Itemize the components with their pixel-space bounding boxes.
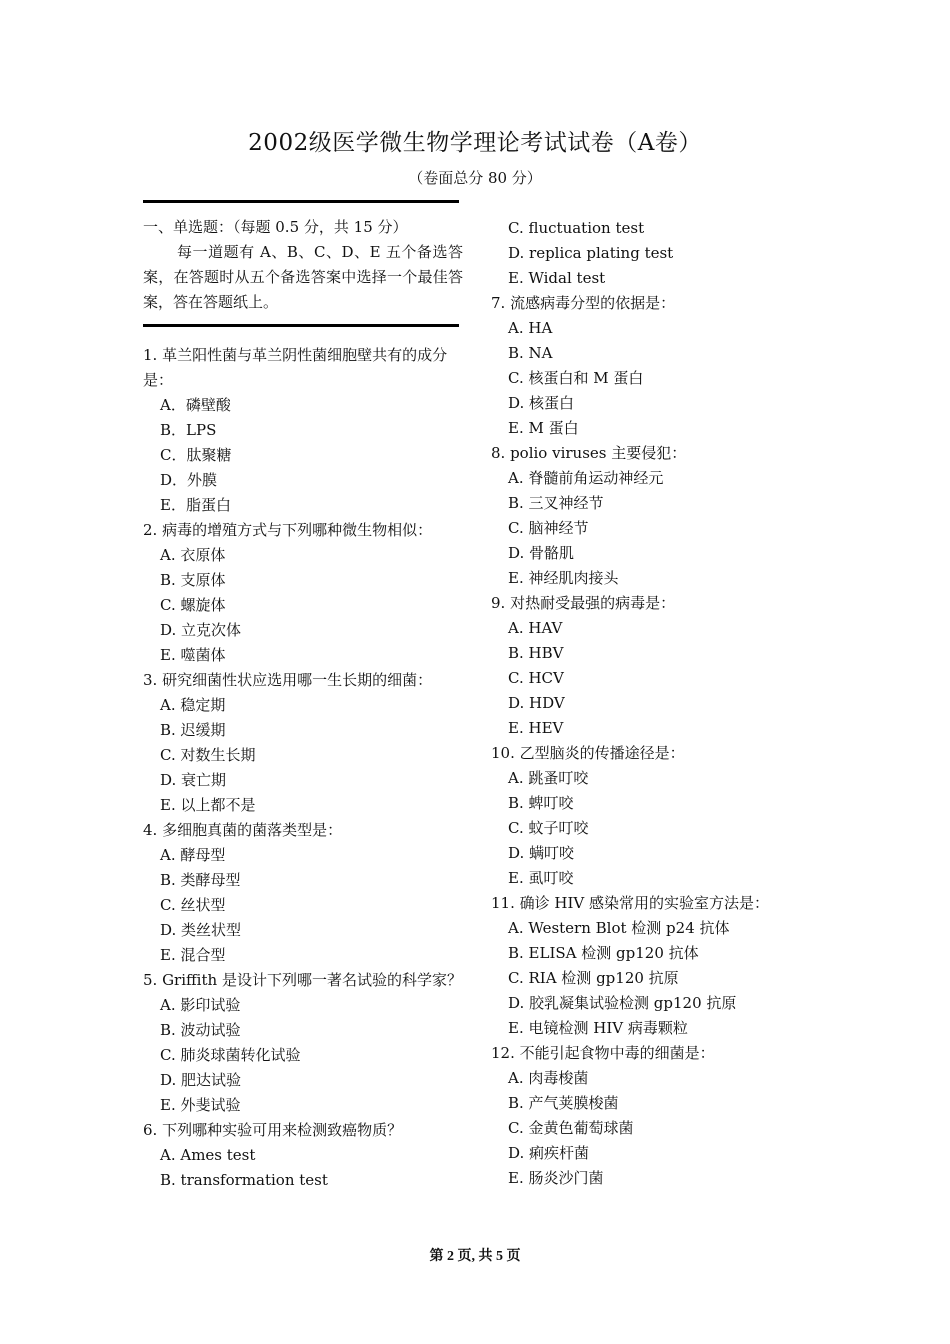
right-question-list xyxy=(491,291,821,1191)
question-item xyxy=(143,1118,463,1193)
answer-option: A. HA xyxy=(508,319,553,337)
answer-option: D. 核蛋白 xyxy=(508,394,575,412)
answer-option: B. 产气荚膜梭菌 xyxy=(508,1094,619,1112)
answer-option: B. NA xyxy=(508,344,553,362)
answer-option: D. replica plating test xyxy=(508,244,674,262)
instructions-divider xyxy=(143,324,459,327)
answer-option: D. 骨骼肌 xyxy=(508,544,575,562)
question-6-continuation xyxy=(491,216,821,291)
question-stem: 1. 革兰阳性菌与革兰阴性菌细胞壁共有的成分是： xyxy=(143,346,448,389)
answer-option: C. 核蛋白和 M 蛋白 xyxy=(508,369,644,387)
answer-option: E. 以上都不是 xyxy=(160,796,256,814)
answer-option: B. 三叉神经节 xyxy=(508,494,604,512)
answer-option: A. Ames test xyxy=(160,1146,256,1164)
answer-option: C. RIA 检测 gp120 抗原 xyxy=(508,969,679,987)
answer-option: D. 立克次体 xyxy=(160,621,242,639)
answer-option: B. 波动试验 xyxy=(160,1021,241,1039)
question-item xyxy=(143,668,463,818)
answer-option: C. 丝状型 xyxy=(160,896,226,914)
answer-option: C. fluctuation test xyxy=(508,219,645,237)
question-stem: 7. 流感病毒分型的依据是： xyxy=(491,294,676,312)
answer-option: B. ELISA 检测 gp120 抗体 xyxy=(508,944,699,962)
answer-option: B．LPS xyxy=(160,421,217,439)
answer-option: A. HAV xyxy=(508,619,563,637)
question-stem: 8. polio viruses 主要侵犯： xyxy=(491,444,687,462)
answer-option: E. 混合型 xyxy=(160,946,226,964)
question-stem: 4. 多细胞真菌的菌落类型是： xyxy=(143,821,343,839)
question-item xyxy=(143,818,463,968)
question-stem: 6. 下列哪种实验可用来检测致癌物质？ xyxy=(143,1121,403,1139)
exam-title: 2002级医学微生物学理论考试试卷（A卷） xyxy=(248,130,702,156)
answer-option: A. 酵母型 xyxy=(160,846,226,864)
answer-option: C. 金黄色葡萄球菌 xyxy=(508,1119,634,1137)
answer-option: C. 肺炎球菌转化试验 xyxy=(160,1046,301,1064)
question-item xyxy=(491,441,821,591)
answer-option: C. HCV xyxy=(508,669,564,687)
answer-option: A. 影印试验 xyxy=(160,996,241,1014)
question-stem: 9. 对热耐受最强的病毒是： xyxy=(491,594,676,612)
question-stem: 10. 乙型脑炎的传播途径是： xyxy=(491,744,685,762)
answer-option: E. Widal test xyxy=(508,269,606,287)
section-heading: 一、单选题：（每题 0.5 分，共 15 分） xyxy=(143,218,408,236)
answer-option: C. 螺旋体 xyxy=(160,596,226,614)
question-stem: 2. 病毒的增殖方式与下列哪种微生物相似： xyxy=(143,521,433,539)
answer-option: E．脂蛋白 xyxy=(160,496,231,514)
answer-option: A. Western Blot 检测 p24 抗体 xyxy=(508,919,730,937)
question-item xyxy=(143,518,463,668)
answer-option: C．肽聚糖 xyxy=(160,446,232,464)
answer-option: D. 衰亡期 xyxy=(160,771,227,789)
question-item xyxy=(143,968,463,1118)
answer-option: C. 蚊子叮咬 xyxy=(508,819,589,837)
answer-option: D. 肥达试验 xyxy=(160,1071,242,1089)
answer-option: A. 稳定期 xyxy=(160,696,226,714)
answer-option: B. 支原体 xyxy=(160,571,226,589)
answer-option: C. 对数生长期 xyxy=(160,746,256,764)
left-question-list xyxy=(143,343,463,1193)
answer-option: E. 噬菌体 xyxy=(160,646,226,664)
answer-option: A. 肉毒梭菌 xyxy=(508,1069,589,1087)
question-item xyxy=(491,291,821,441)
answer-option: E. M 蛋白 xyxy=(508,419,579,437)
answer-option: D. 类丝状型 xyxy=(160,921,242,939)
answer-option: D．外膜 xyxy=(160,471,218,489)
left-column xyxy=(143,215,463,1193)
answer-option: B. HBV xyxy=(508,644,564,662)
answer-option: D. 胶乳凝集试验检测 gp120 抗原 xyxy=(508,994,737,1012)
answer-option: E. HEV xyxy=(508,719,564,737)
answer-option: B. transformation test xyxy=(160,1171,328,1189)
section-instructions: 每一道题有 A、B、C、D、E 五个备选答案，在答题时从五个备选答案中选择一个最佳答案，答在答题纸上。 xyxy=(143,243,463,311)
answer-option: E. 外斐试验 xyxy=(160,1096,241,1114)
page-number: 第 2 页, 共 5 页 xyxy=(429,1249,521,1264)
total-score-note: （卷面总分 80 分） xyxy=(408,169,542,187)
answer-option: A. 跳蚤叮咬 xyxy=(508,769,589,787)
answer-option: D. 螨叮咬 xyxy=(508,844,575,862)
answer-option: B. 迟缓期 xyxy=(160,721,226,739)
question-stem: 12. 不能引起食物中毒的细菌是： xyxy=(491,1044,715,1062)
question-item xyxy=(491,1041,821,1191)
answer-option: A. 脊髓前角运动神经元 xyxy=(508,469,664,487)
answer-option: E. 电镜检测 HIV 病毒颗粒 xyxy=(508,1019,688,1037)
right-column xyxy=(491,216,821,1191)
question-item xyxy=(491,741,821,891)
answer-option: A．磷壁酸 xyxy=(160,396,231,414)
answer-option: E. 虱叮咬 xyxy=(508,869,574,887)
question-item xyxy=(491,591,821,741)
question-item xyxy=(143,343,463,518)
answer-option: E. 肠炎沙门菌 xyxy=(508,1169,604,1187)
top-divider xyxy=(143,200,459,203)
question-stem: 11. 确诊 HIV 感染常用的实验室方法是： xyxy=(491,894,769,912)
question-stem: 3. 研究细菌性状应选用哪一生长期的细菌： xyxy=(143,671,433,689)
question-stem: 5. Griffith 是设计下列哪一著名试验的科学家？ xyxy=(143,971,462,989)
question-item xyxy=(491,891,821,1041)
answer-option: D. HDV xyxy=(508,694,565,712)
answer-option: B. 蜱叮咬 xyxy=(508,794,574,812)
answer-option: A. 衣原体 xyxy=(160,546,226,564)
answer-option: D. 痢疾杆菌 xyxy=(508,1144,590,1162)
answer-option: C. 脑神经节 xyxy=(508,519,589,537)
answer-option: B. 类酵母型 xyxy=(160,871,241,889)
answer-option: E. 神经肌肉接头 xyxy=(508,569,619,587)
